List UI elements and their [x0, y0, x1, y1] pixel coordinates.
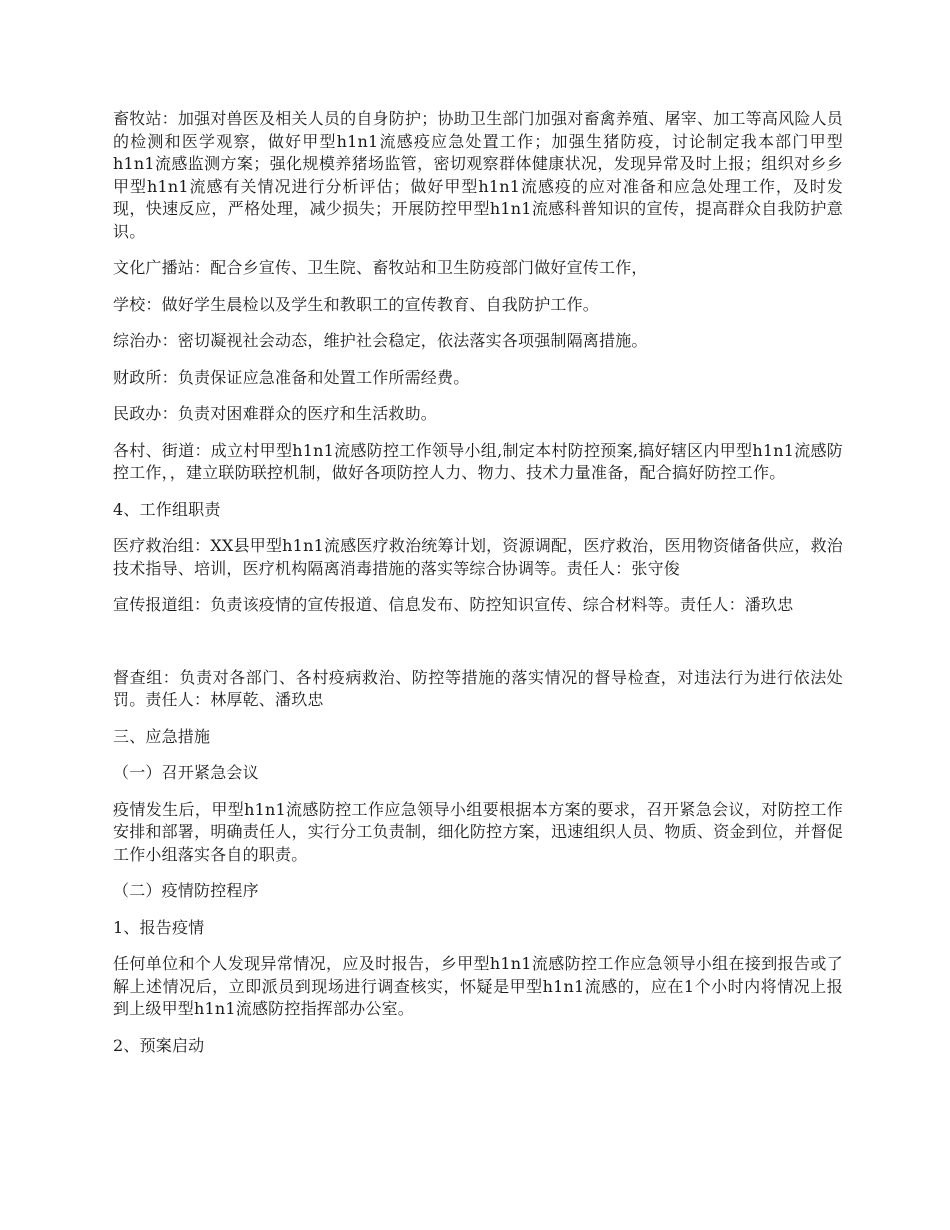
paragraph-supervision-group: 督查组：负责对各部门、各村疫病救治、防控等措施的落实情况的督导检查，对违法行为进行依法处罚。责任人：林厚乾、潘玖忠 — [113, 667, 843, 709]
heading-plan-activation: 2、预案启动 — [113, 1035, 205, 1055]
heading-report-epidemic: 1、报告疫情 — [113, 917, 205, 937]
subheading-epidemic-control-procedure: （二）疫情防控程序 — [113, 881, 259, 900]
paragraph-comprehensive-management-office: 综治办：密切凝视社会动态，维护社会稳定，依法落实各项强制隔离措施。 — [113, 331, 648, 350]
paragraph-emergency-meeting: 疫情发生后，甲型h1n1流感防控工作应急领导小组要根据本方案的要求，召开紧急会议，对防控工作安排和部署，明确责任人，实行分工负责制，细化防控方案，迅速组织人员、物质、资金到位，并督促工作小组落实各自的职责。 — [113, 799, 843, 864]
paragraph-culture-broadcast-station: 文化广播站：配合乡宣传、卫生院、畜牧站和卫生防疫部门做好宣传工作， — [113, 258, 648, 277]
paragraph-villages-streets: 各村、街道：成立村甲型h1n1流感防控工作领导小组,制定本村防控预案,搞好辖区内甲型h1n1流感防控工作，，建立联防联控机制，做好各项防控人力、物力、技术力量准备，配合搞好防控工作。 — [113, 440, 843, 482]
paragraph-publicity-group: 宣传报道组：负责该疫情的宣传报道、信息发布、防控知识宣传、综合材料等。责任人：潘玖忠 — [113, 595, 794, 614]
section-heading-work-group-duties: 4、工作组职责 — [113, 499, 221, 519]
paragraph-report-epidemic: 任何单位和个人发现异常情况，应及时报告，乡甲型h1n1流感防控工作应急领导小组在接到报告或了解上述情况后，立即派员到现场进行调查核实，怀疑是甲型h1n1流感的，应在1个小时内将情况上报到上级甲型h1n1流感防控指挥部办公室。 — [113, 954, 843, 1018]
paragraph-animal-husbandry-station: 畜牧站：加强对兽医及相关人员的自身防护；协助卫生部门加强对畜禽养殖、屠宰、加工等高风险人员的检测和医学观察，做好甲型h1n1流感疫应急处置工作；加强生猪防疫，讨论制定我本部门甲型h1n1流感监测方案；强化规模养猪场监管，密切观察群体健康状况，发现异常及时上报；组织对乡乡甲型h1n1流感有关情况进行分析评估；做好甲型h1n1流感疫的应对准备和应急处理工作，及时发现，快速反应，严格处理，减少损失；开展防控甲型h1n1流感科普知识的宣传，提高群众自我防护意识。 — [113, 109, 843, 241]
paragraph-finance-office: 财政所：负责保证应急准备和处置工作所需经费。 — [113, 367, 470, 387]
subheading-emergency-meeting: （一）召开紧急会议 — [113, 763, 259, 782]
paragraph-civil-affairs-office: 民政办：负责对困难群众的医疗和生活救助。 — [113, 404, 438, 423]
document-page — [113, 108, 843, 1071]
blank-gap — [113, 631, 843, 667]
paragraph-school: 学校：做好学生晨检以及学生和教职工的宣传教育、自我防护工作。 — [113, 294, 600, 314]
paragraph-medical-treatment-group: 医疗救治组：XX县甲型h1n1流感医疗救治统筹计划，资源调配，医疗救治，医用物资储备供应，救治技术指导、培训，医疗机构隔离消毒措施的落实等综合协调等。责任人：张守俊 — [113, 536, 843, 578]
section-heading-emergency-measures: 三、应急措施 — [113, 726, 211, 746]
